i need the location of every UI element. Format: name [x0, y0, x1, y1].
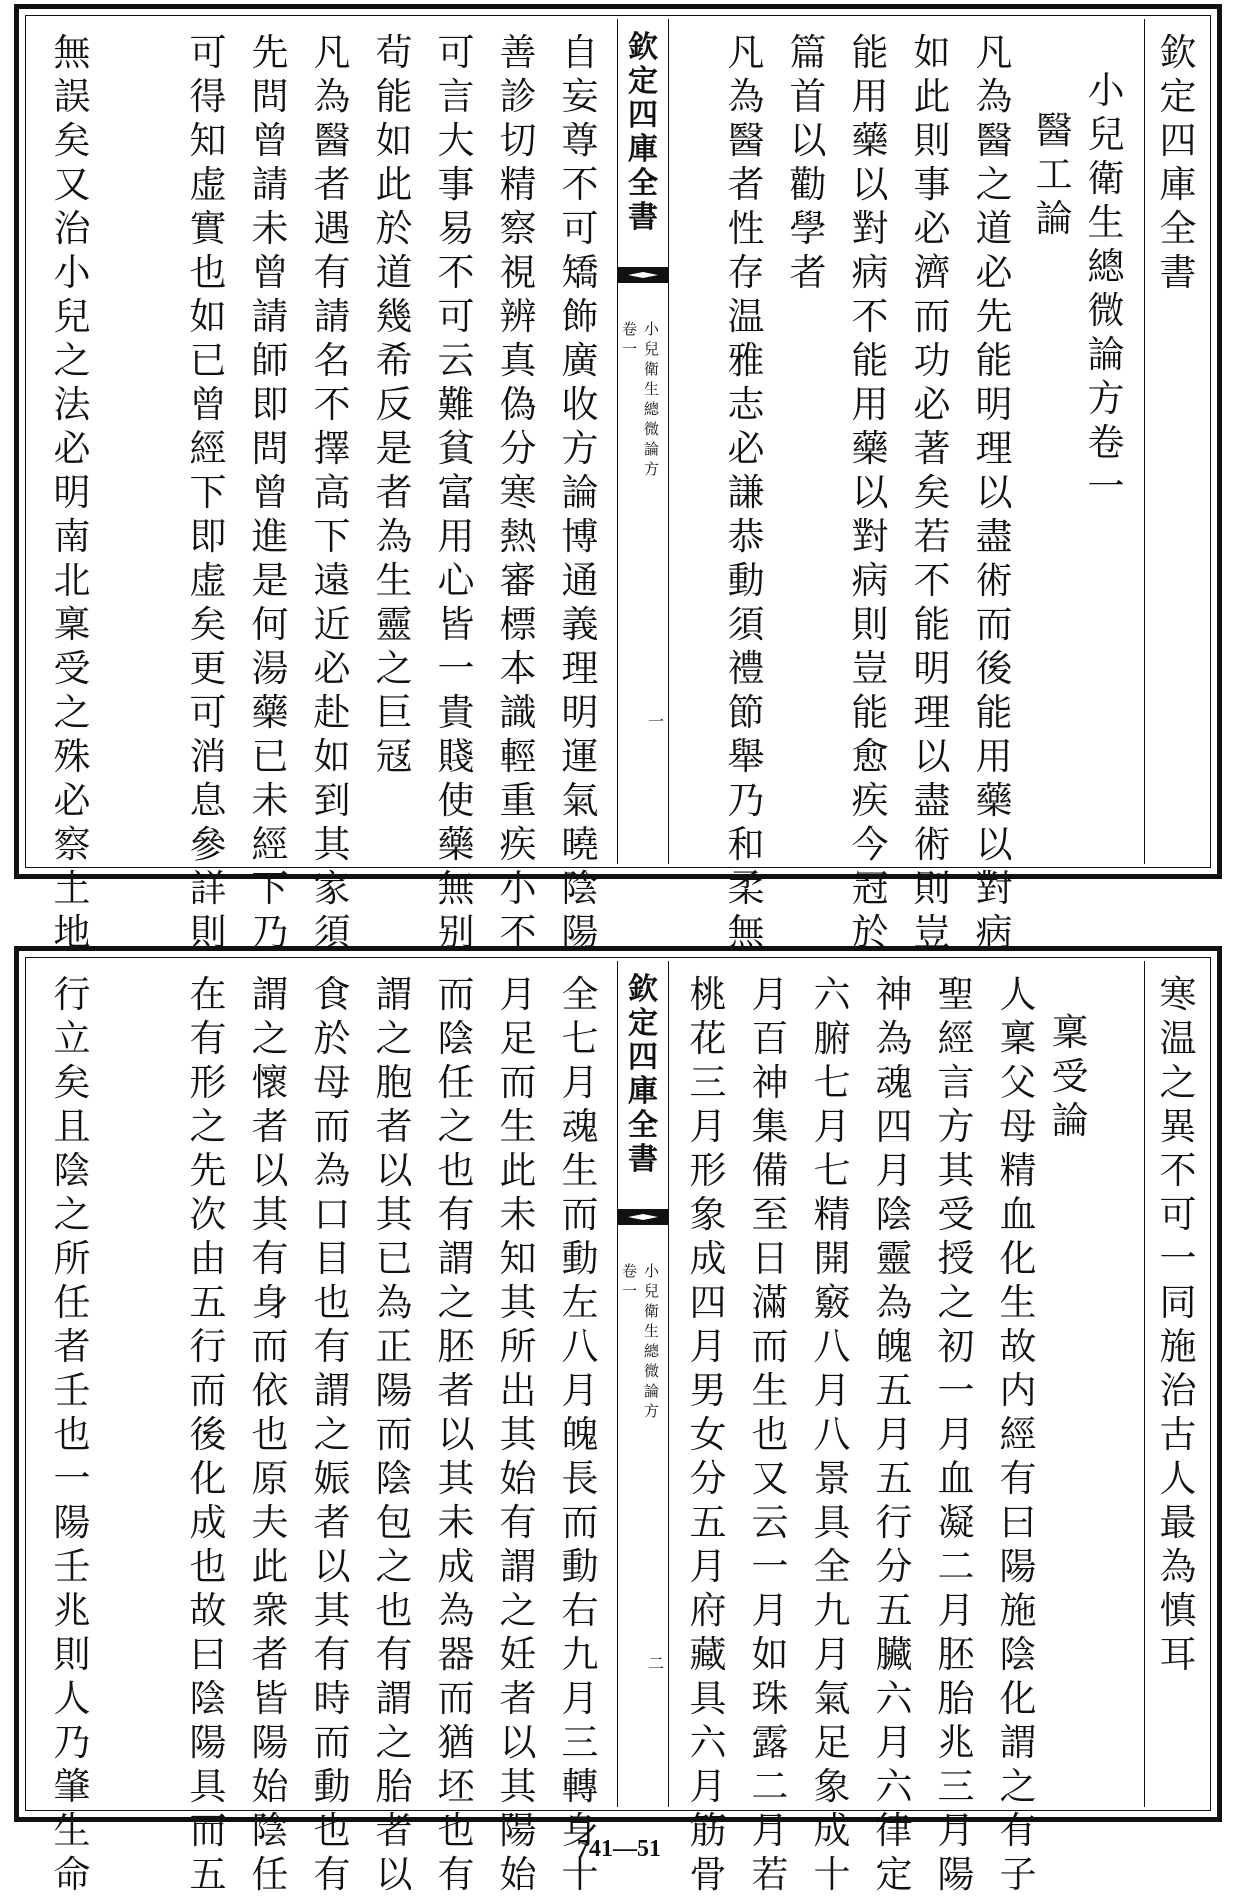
fold-subtitle: 小 兒 衛 生 總 微 論 方	[644, 1262, 660, 1420]
folio-number: 741—51	[577, 1836, 661, 1862]
text-column: 而 陰 任 之 也 有 謂 之 胚 者 以 其 未 成 為 器 而 猶 坯 也 有	[437, 973, 475, 1896]
center-fold-label	[617, 961, 669, 1807]
section-heading: 醫 工 論	[1035, 109, 1073, 240]
text-column: 可 得 知 虚 實 也 如 已 曾 經 下 即 虚 矣 更 可 消 息 參 詳 則	[189, 31, 227, 954]
text-column: 凡 為 醫 者 遇 有 請 名 不 擇 高 下 遠 近 必 赴 如 到 其 家 須	[313, 31, 351, 954]
fish-tail-ornament	[618, 1209, 668, 1225]
text-column: 先 問 曾 請 未 曾 請 師 即 問 曾 進 是 何 湯 藥 已 未 經 下 乃	[251, 31, 289, 954]
fold-title: 欽 定 四 庫 全 書	[628, 30, 658, 235]
text-column: 食 於 母 而 為 口 目 也 有 謂 之 娠 者 以 其 有 時 而 動 也 有	[313, 973, 351, 1896]
column-rule	[1144, 961, 1145, 1807]
text-column: 六 腑 七 月 七 精 開 竅 八 月 八 景 具 全 九 月 氣 足 象 成 十	[813, 973, 851, 1896]
text-column: 謂 之 懷 者 以 其 有 身 而 依 也 原 夫 此 衆 者 皆 陽 始 陰 任	[251, 973, 289, 1896]
text-column: 聖 經 言 方 其 受 授 之 初 一 月 血 凝 二 月 胚 胎 兆 三 月 陽	[937, 973, 975, 1896]
column-rule	[1144, 19, 1145, 864]
text-column: 月 足 而 生 此 未 知 其 所 出 其 始 有 謂 之 妊 者 以 其 陽 始	[499, 973, 537, 1896]
text-column: 凡 為 醫 者 性 存 温 雅 志 必 謙 恭 動 須 禮 節 舉 乃 和 柔 無	[727, 31, 765, 954]
text-column: 全 七 月 魂 生 而 動 左 八 月 魄 長 而 動 右 九 月 三 轉 身 十	[561, 973, 599, 1896]
text-column: 謂 之 胞 者 以 其 已 為 正 陽 而 陰 包 之 也 有 謂 之 胎 者 以	[375, 973, 413, 1896]
fold-volume: 卷 一	[622, 1262, 638, 1300]
text-column: 能 用 藥 以 對 病 不 能 用 藥 以 對 病 則 豈 能 愈 疾 今 冠 於	[851, 31, 889, 954]
fold-volume: 卷 一	[622, 320, 638, 358]
text-column: 神 為 魂 四 月 陰 靈 為 魄 五 月 五 行 分 五 臟 六 月 六 律 定	[875, 973, 913, 1896]
text-column: 茍 能 如 此 於 道 幾 希 反 是 者 為 生 靈 之 巨 冦	[375, 31, 413, 778]
text-column: 篇 首 以 勸 學 者	[789, 31, 827, 294]
section-heading: 稟 受 論	[1051, 1011, 1089, 1142]
center-fold-label	[617, 19, 669, 864]
fold-title: 欽 定 四 庫 全 書	[628, 972, 658, 1177]
fold-page-number: 一	[648, 712, 665, 731]
fold-page-number: 二	[648, 1654, 665, 1673]
text-column: 無 誤 矣 又 治 小 兒 之 法 必 明 南 北 稟 受 之 殊 必 察 土 地	[53, 31, 91, 954]
header-title: 寒 温 之 異 不 可 一 同 施 治 古 人 最 為 慎 耳	[1159, 973, 1197, 1676]
fish-tail-ornament	[618, 267, 668, 283]
text-column: 如 此 則 事 必 濟 而 功 必 著 矣 若 不 能 明 理 以 盡 術 則 豈	[913, 31, 951, 954]
text-column: 在 有 形 之 先 次 由 五 行 而 後 化 成 也 故 曰 陰 陽 具 而 五	[189, 973, 227, 1896]
text-column: 自 妄 尊 不 可 矯 飾 廣 收 方 論 博 通 義 理 明 運 氣 曉 陰 陽	[561, 31, 599, 954]
header-title: 欽 定 四 庫 全 書	[1159, 31, 1197, 294]
book-title: 小 兒 衛 生 總 微 論 方 卷 一	[1087, 69, 1125, 508]
text-column: 桃 花 三 月 形 象 成 四 月 男 女 分 五 月 府 藏 具 六 月 筋 骨	[689, 973, 727, 1896]
text-column: 人 稟 父 母 精 血 化 生 故 内 經 有 曰 陽 施 陰 化 謂 之 有 子	[999, 973, 1037, 1896]
text-column: 行 立 矣 且 陰 之 所 任 者 壬 也 一 陽 壬 兆 則 人 乃 肇 生 命	[53, 973, 91, 1896]
text-column: 可 言 大 事 易 不 可 云 難 貧 富 用 心 皆 一 貴 賤 使 藥 無 别	[437, 31, 475, 954]
fold-subtitle: 小 兒 衛 生 總 微 論 方	[644, 320, 660, 478]
text-column: 月 百 神 集 備 至 日 滿 而 生 也 又 云 一 月 如 珠 露 二 月 若	[751, 973, 789, 1896]
text-column: 凡 為 醫 之 道 必 先 能 明 理 以 盡 術 而 後 能 用 藥 以 對 病	[975, 31, 1013, 954]
text-column: 善 診 切 精 察 視 辨 真 偽 分 寒 熱 審 標 本 識 輕 重 疾 小 不	[499, 31, 537, 954]
top-page	[14, 4, 1222, 954]
